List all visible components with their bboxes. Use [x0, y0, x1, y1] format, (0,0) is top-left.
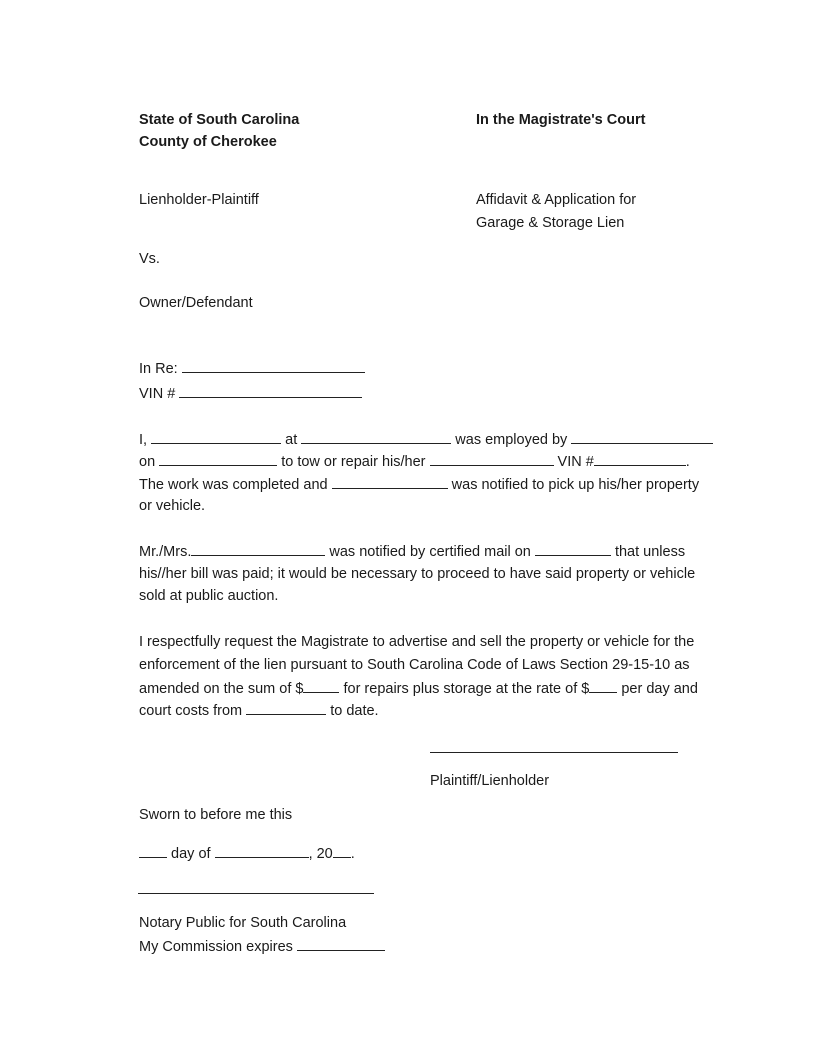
text: Mr./Mrs. [139, 544, 192, 560]
text: amended on the sum of $ [139, 681, 304, 697]
state-heading: State of South Carolina [139, 112, 300, 128]
text: for repairs plus storage at the rate of $ [343, 681, 590, 697]
vs-label: Vs. [139, 251, 160, 267]
in-re-label: In Re: [139, 361, 178, 377]
para2-line3: sold at public auction. [139, 588, 279, 604]
vin2-blank[interactable] [594, 452, 686, 466]
text: My Commission expires [139, 939, 293, 955]
signature-line[interactable] [430, 752, 678, 753]
text: VIN # [557, 454, 594, 470]
text: was employed by [455, 432, 568, 448]
text: court costs from [139, 703, 243, 719]
in-re-blank[interactable] [182, 359, 365, 373]
text: , 20 [308, 846, 333, 862]
para1-line1 [139, 430, 713, 449]
vin-line [139, 384, 362, 403]
rate-blank[interactable] [589, 679, 617, 693]
para3-line4 [139, 701, 379, 720]
para1-line4: or vehicle. [139, 498, 206, 514]
text: was notified to pick up his/her property [451, 477, 700, 493]
owner-blank[interactable] [332, 475, 448, 489]
vin-label: VIN # [139, 386, 176, 402]
text: was notified by certified mail on [329, 544, 531, 560]
name-blank[interactable] [151, 430, 281, 444]
year-blank[interactable] [333, 844, 351, 858]
para1-line3 [139, 475, 699, 494]
commission-line [139, 937, 385, 956]
text: day of [171, 846, 211, 862]
month-blank[interactable] [215, 844, 309, 858]
para1-line2 [139, 452, 690, 471]
county-heading: County of Cherokee [139, 134, 277, 150]
sum-blank[interactable] [303, 679, 339, 693]
location-blank[interactable] [301, 430, 451, 444]
costs-date-blank[interactable] [246, 701, 326, 715]
text: . [685, 454, 690, 470]
notary-signature-line[interactable] [138, 893, 374, 894]
text: . [350, 846, 355, 862]
para3-line2: enforcement of the lien pursuant to South Carolina Code of Laws Section 29-15-10 as [139, 657, 690, 673]
text: on [139, 454, 156, 470]
para3-line1: I respectfully request the Magistrate to advertise and sell the property or vehicle for the [139, 634, 695, 650]
text: to date. [330, 703, 379, 719]
in-re-line [139, 359, 365, 378]
text: to tow or repair his/her [281, 454, 426, 470]
para3-line3 [139, 679, 698, 698]
doc-title-line2: Garage & Storage Lien [476, 215, 625, 231]
text: that unless [614, 544, 686, 560]
day-blank[interactable] [139, 844, 167, 858]
day-line [139, 844, 355, 863]
employer-blank[interactable] [571, 430, 713, 444]
para2-line1 [139, 542, 685, 561]
doc-title-line1: Affidavit & Application for [476, 192, 637, 208]
vehicle-blank[interactable] [430, 452, 554, 466]
para2-line2: his//her bill was paid; it would be necessary to proceed to have said property or vehicle [139, 566, 696, 582]
court-heading: In the Magistrate's Court [476, 112, 646, 128]
mail-date-blank[interactable] [535, 542, 611, 556]
commission-blank[interactable] [297, 937, 385, 951]
text: at [285, 432, 298, 448]
text: per day and [621, 681, 698, 697]
date-blank[interactable] [159, 452, 277, 466]
vin-blank[interactable] [179, 384, 362, 398]
signature-label: Plaintiff/Lienholder [430, 773, 550, 789]
plaintiff-label: Lienholder-Plaintiff [139, 192, 259, 208]
text: The work was completed and [139, 477, 328, 493]
notary-title: Notary Public for South Carolina [139, 915, 347, 931]
mr-mrs-blank[interactable] [191, 542, 325, 556]
text: I, [139, 432, 148, 448]
sworn-label: Sworn to before me this [139, 807, 293, 823]
defendant-label: Owner/Defendant [139, 295, 253, 311]
